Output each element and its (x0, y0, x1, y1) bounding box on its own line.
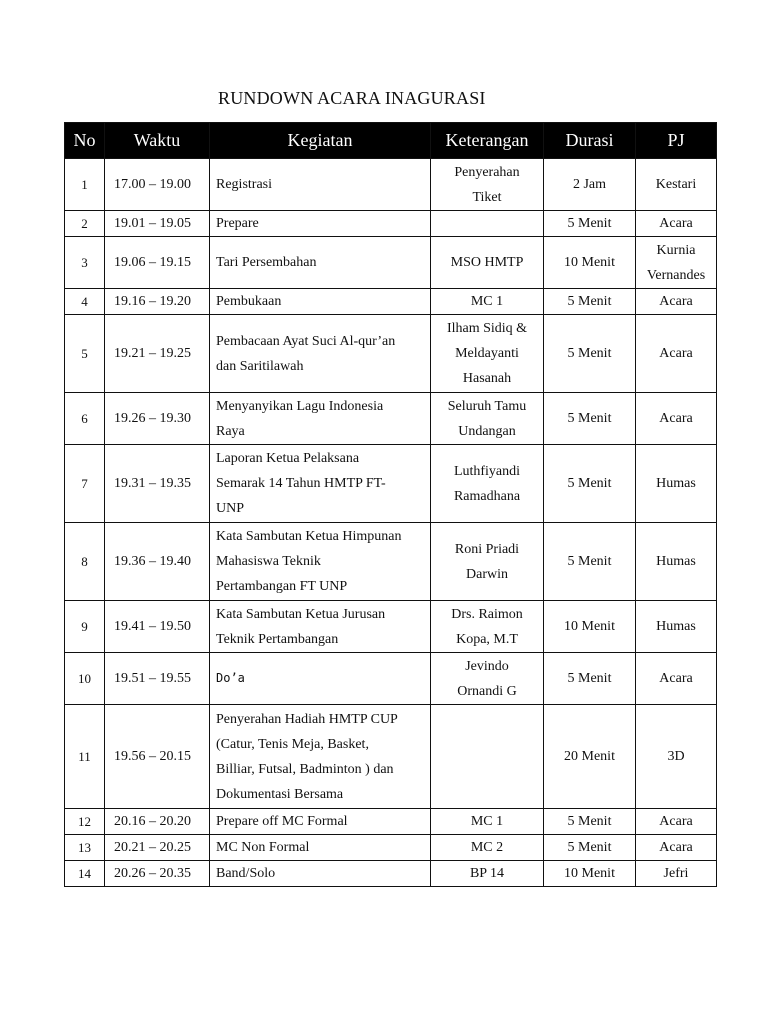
cell-durasi: 5 Menit (544, 523, 636, 601)
cell-pj (636, 315, 717, 393)
cell-pj-line: Jefri (663, 866, 689, 881)
cell-kegiatan (210, 835, 431, 861)
cell-waktu: 19.01 – 19.05 (105, 211, 210, 237)
cell-kegiatan (210, 159, 431, 211)
cell-durasi: 10 Menit (544, 237, 636, 289)
cell-pj-line: Acara (659, 346, 693, 361)
cell-kegiatan-line: Laporan Ketua Pelaksana (216, 451, 360, 466)
cell-pj-line: Acara (659, 411, 693, 426)
column-header-keterangan: Keterangan (431, 123, 544, 159)
cell-kegiatan-line: MC Non Formal (216, 840, 310, 855)
table-row (65, 159, 717, 211)
cell-pj-line: Humas (656, 619, 696, 634)
cell-keterangan (431, 289, 544, 315)
cell-pj-line: Humas (656, 476, 696, 491)
table-body (65, 159, 717, 887)
cell-durasi: 5 Menit (544, 653, 636, 705)
cell-keterangan-line: Darwin (466, 566, 508, 582)
cell-pj-line: Kestari (655, 177, 697, 192)
cell-no: 2 (65, 211, 105, 237)
cell-kegiatan-line: Raya (216, 423, 245, 439)
cell-kegiatan-line: Band/Solo (216, 866, 276, 881)
cell-pj-line: Humas (656, 554, 696, 569)
cell-waktu: 19.16 – 19.20 (105, 289, 210, 315)
cell-kegiatan-line: (Catur, Tenis Meja, Basket, (216, 736, 369, 752)
table-row (65, 861, 717, 887)
table-row (65, 237, 717, 289)
cell-waktu: 19.31 – 19.35 (105, 445, 210, 523)
table-row (65, 445, 717, 523)
cell-no: 7 (65, 445, 105, 523)
cell-no: 9 (65, 601, 105, 653)
cell-pj-line: Vernandes (646, 267, 706, 283)
cell-durasi: 5 Menit (544, 835, 636, 861)
cell-keterangan-line: Ramadhana (453, 488, 521, 504)
cell-no: 12 (65, 809, 105, 835)
column-header-pj: PJ (636, 123, 717, 159)
cell-keterangan (431, 601, 544, 653)
cell-no: 3 (65, 237, 105, 289)
cell-pj-line: Acara (659, 671, 693, 686)
cell-waktu: 19.36 – 19.40 (105, 523, 210, 601)
cell-durasi: 2 Jam (544, 159, 636, 211)
cell-kegiatan-line: Dokumentasi Bersama (216, 786, 344, 802)
column-header-waktu: Waktu (105, 123, 210, 159)
cell-no: 6 (65, 393, 105, 445)
cell-durasi: 10 Menit (544, 601, 636, 653)
table-row (65, 705, 717, 809)
cell-keterangan (431, 523, 544, 601)
cell-kegiatan (210, 289, 431, 315)
cell-pj-line: Acara (659, 840, 693, 855)
cell-keterangan-line: Kopa, M.T (456, 631, 518, 647)
cell-pj (636, 523, 717, 601)
table-row (65, 809, 717, 835)
cell-waktu: 19.56 – 20.15 (105, 705, 210, 809)
cell-durasi: 10 Menit (544, 861, 636, 887)
cell-pj (636, 393, 717, 445)
cell-no: 14 (65, 861, 105, 887)
cell-durasi: 5 Menit (544, 211, 636, 237)
cell-kegiatan-line: Registrasi (216, 177, 272, 192)
cell-kegiatan (210, 705, 431, 809)
cell-keterangan-line: Roni Priadi (454, 541, 520, 557)
table-row (65, 393, 717, 445)
cell-pj-line: Kurnia (656, 242, 696, 258)
cell-waktu: 19.26 – 19.30 (105, 393, 210, 445)
cell-kegiatan-line: Mahasiswa Teknik (216, 554, 321, 569)
cell-pj (636, 809, 717, 835)
cell-pj (636, 705, 717, 809)
table-row (65, 211, 717, 237)
cell-kegiatan-line: Prepare off MC Formal (216, 814, 348, 829)
cell-kegiatan-line: Teknik Pertambangan (216, 631, 339, 647)
cell-pj-line: Acara (659, 814, 693, 829)
cell-keterangan-line: MC 1 (470, 294, 504, 309)
cell-keterangan-line: Luthfiyandi (453, 463, 521, 479)
cell-pj (636, 861, 717, 887)
cell-kegiatan (210, 393, 431, 445)
cell-keterangan-line: Ilham Sidiq & (446, 321, 528, 336)
cell-pj (636, 237, 717, 289)
cell-keterangan (431, 809, 544, 835)
header-row (65, 123, 717, 159)
cell-kegiatan-line: Menyanyikan Lagu Indonesia (216, 398, 384, 414)
cell-kegiatan-line: Tari Persembahan (216, 255, 317, 270)
cell-keterangan-line: Meldayanti (455, 346, 519, 361)
column-header-kegiatan: Kegiatan (210, 123, 431, 159)
cell-keterangan-line: Jevindo (465, 658, 509, 674)
cell-durasi: 20 Menit (544, 705, 636, 809)
cell-no: 1 (65, 159, 105, 211)
cell-kegiatan-line: Prepare (216, 216, 259, 231)
cell-kegiatan-line: Kata Sambutan Ketua Himpunan (216, 529, 402, 544)
cell-kegiatan-line: Billiar, Futsal, Badminton ) dan (216, 761, 394, 777)
cell-no: 8 (65, 523, 105, 601)
cell-kegiatan-line: UNP (216, 501, 245, 516)
table-row (65, 523, 717, 601)
cell-kegiatan (210, 211, 431, 237)
cell-keterangan (431, 445, 544, 523)
cell-kegiatan (210, 315, 431, 393)
cell-waktu: 20.21 – 20.25 (105, 835, 210, 861)
cell-pj (636, 159, 717, 211)
cell-keterangan-line: Undangan (458, 423, 516, 439)
cell-kegiatan-line: Pertambangan FT UNP (216, 579, 348, 594)
cell-no: 10 (65, 653, 105, 705)
cell-no: 13 (65, 835, 105, 861)
cell-waktu: 19.51 – 19.55 (105, 653, 210, 705)
cell-kegiatan (210, 445, 431, 523)
cell-pj (636, 653, 717, 705)
cell-waktu: 20.26 – 20.35 (105, 861, 210, 887)
cell-keterangan-line: BP 14 (469, 866, 505, 881)
table-row (65, 601, 717, 653)
cell-waktu: 19.06 – 19.15 (105, 237, 210, 289)
cell-durasi: 5 Menit (544, 445, 636, 523)
cell-durasi: 5 Menit (544, 393, 636, 445)
cell-keterangan-line: Tiket (472, 189, 502, 205)
table-row (65, 835, 717, 861)
cell-waktu: 20.16 – 20.20 (105, 809, 210, 835)
table-row (65, 289, 717, 315)
column-header-durasi: Durasi (544, 123, 636, 159)
cell-keterangan (431, 861, 544, 887)
cell-waktu: 19.41 – 19.50 (105, 601, 210, 653)
cell-keterangan (431, 211, 544, 237)
cell-keterangan (431, 237, 544, 289)
cell-kegiatan-line: Do’a (216, 671, 245, 685)
cell-kegiatan-line: Pembukaan (216, 294, 282, 309)
cell-keterangan-line: Hasanah (462, 371, 512, 386)
cell-keterangan (431, 835, 544, 861)
cell-pj-line: Acara (659, 294, 693, 309)
cell-keterangan (431, 393, 544, 445)
cell-kegiatan (210, 809, 431, 835)
cell-durasi: 5 Menit (544, 809, 636, 835)
cell-kegiatan-line: dan Saritilawah (216, 358, 304, 374)
cell-pj (636, 289, 717, 315)
column-header-no: No (65, 123, 105, 159)
cell-pj (636, 601, 717, 653)
cell-kegiatan-line: Kata Sambutan Ketua Jurusan (216, 606, 386, 622)
cell-keterangan-line: MC 1 (470, 814, 504, 829)
cell-waktu: 19.21 – 19.25 (105, 315, 210, 393)
cell-keterangan-line: Drs. Raimon (451, 606, 523, 622)
cell-kegiatan-line: Pembacaan Ayat Suci Al-qur’an (216, 333, 396, 349)
document-title: RUNDOWN ACARA INAGURASI (218, 88, 486, 108)
cell-keterangan (431, 315, 544, 393)
cell-keterangan-line: MSO HMTP (450, 255, 524, 270)
cell-kegiatan (210, 861, 431, 887)
cell-keterangan (431, 159, 544, 211)
cell-pj-line: 3D (667, 749, 685, 764)
cell-kegiatan (210, 237, 431, 289)
cell-keterangan-line: Ornandi G (457, 683, 517, 699)
cell-no: 5 (65, 315, 105, 393)
table-row (65, 315, 717, 393)
cell-pj (636, 211, 717, 237)
cell-pj-line: Acara (659, 216, 693, 231)
cell-no: 4 (65, 289, 105, 315)
cell-durasi: 5 Menit (544, 289, 636, 315)
cell-kegiatan-line: Semarak 14 Tahun HMTP FT- (216, 476, 386, 491)
cell-no: 11 (65, 705, 105, 809)
cell-kegiatan (210, 601, 431, 653)
cell-kegiatan-line: Penyerahan Hadiah HMTP CUP (216, 711, 398, 727)
cell-durasi: 5 Menit (544, 315, 636, 393)
cell-keterangan (431, 653, 544, 705)
cell-keterangan-line: MC 2 (470, 840, 504, 855)
table-header (65, 123, 717, 159)
cell-keterangan-line: Seluruh Tamu (447, 398, 527, 414)
cell-kegiatan (210, 523, 431, 601)
cell-waktu: 17.00 – 19.00 (105, 159, 210, 211)
cell-pj (636, 445, 717, 523)
rundown-table (64, 122, 717, 887)
cell-keterangan (431, 705, 544, 809)
cell-pj (636, 835, 717, 861)
cell-keterangan-line: Penyerahan (454, 164, 520, 180)
cell-kegiatan (210, 653, 431, 705)
table-row (65, 653, 717, 705)
